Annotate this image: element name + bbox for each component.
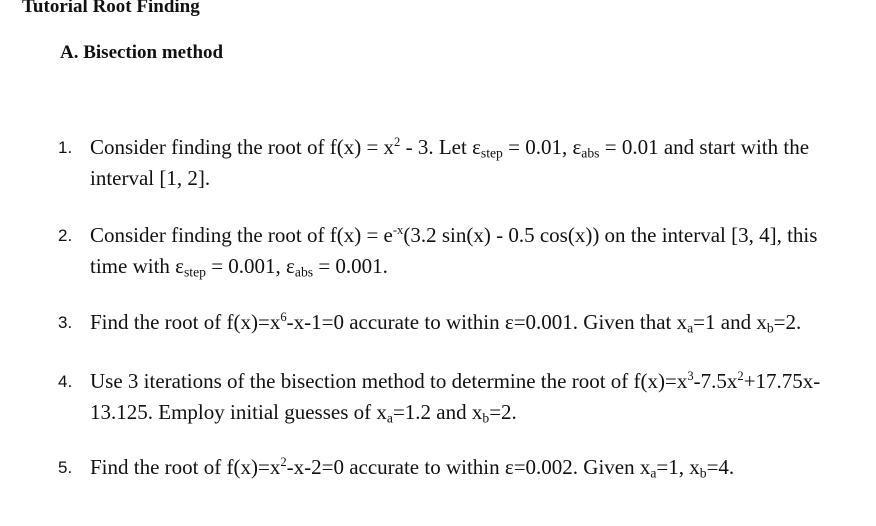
text-segment: (3.2 sin(x) - 0.5 cos(x)) on the interval [3, 4], this time with ε: [90, 223, 818, 278]
subscript: a: [687, 320, 694, 336]
text-segment: = 0.001.: [313, 254, 388, 278]
text-segment: +17.75x-13.125. Employ initial guesses of x: [90, 369, 821, 424]
superscript: 2: [280, 454, 287, 469]
text-segment: = 0.01, ε: [502, 135, 582, 159]
problem-number: 3.: [58, 313, 73, 332]
problem-3: [58, 307, 858, 338]
problem-text: [90, 132, 858, 194]
superscript: 2: [737, 368, 744, 383]
problem-number: 5.: [58, 458, 73, 477]
problem-number: 1.: [58, 138, 73, 157]
text-segment: =2.: [489, 400, 517, 424]
problem-text: [90, 307, 858, 338]
text-segment: =4.: [706, 455, 735, 479]
subscript: b: [482, 410, 490, 426]
problem-text: [90, 452, 858, 483]
text-segment: Find the root of f(x)=x: [90, 310, 281, 334]
text-segment: = 0.001, ε: [205, 254, 295, 278]
problem-number: 4.: [58, 372, 73, 391]
text-segment: -7.5x: [693, 369, 738, 393]
problem-5: [58, 452, 858, 483]
subscript: step: [183, 264, 206, 280]
superscript: 2: [394, 134, 401, 149]
text-segment: Use 3 iterations of the bisection method to determine the root of f(x)=x: [90, 369, 688, 393]
text-segment: Consider finding the root of f(x) = e: [90, 223, 393, 247]
subscript: a: [386, 410, 393, 426]
problem-text: [90, 366, 858, 428]
text-segment: =2.: [773, 310, 802, 334]
text-segment: Find the root of f(x)=x: [90, 455, 281, 479]
problem-number: 2.: [58, 226, 73, 245]
subscript: b: [766, 320, 774, 336]
superscript: -x: [392, 222, 404, 237]
text-segment: = 0.01 and start with the interval [1, 2].: [90, 135, 810, 190]
text-segment: - 3. Let ε: [400, 135, 481, 159]
superscript: 6: [280, 309, 287, 324]
problem-4: [58, 366, 858, 428]
subscript: b: [699, 465, 707, 481]
text-segment: -x-2=0 accurate to within ε=0.002. Given x: [286, 455, 651, 479]
text-segment: =1, x: [656, 455, 700, 479]
subscript: step: [480, 145, 503, 161]
document-title: Tutorial Root Finding: [22, 0, 200, 17]
subscript: a: [650, 465, 657, 481]
problem-1: [58, 132, 858, 194]
text-segment: -x-1=0 accurate to within ε=0.001. Given that x: [286, 310, 688, 334]
text-segment: =1 and x: [693, 310, 767, 334]
subscript: abs: [294, 264, 314, 280]
superscript: 3: [687, 368, 694, 383]
problem-text: [90, 220, 858, 282]
text-segment: =1.2 and x: [392, 400, 483, 424]
problem-2: [58, 220, 858, 282]
subscript: abs: [581, 145, 600, 161]
text-segment: Consider finding the root of f(x) = x: [90, 135, 395, 159]
section-heading: A. Bisection method: [60, 42, 224, 63]
